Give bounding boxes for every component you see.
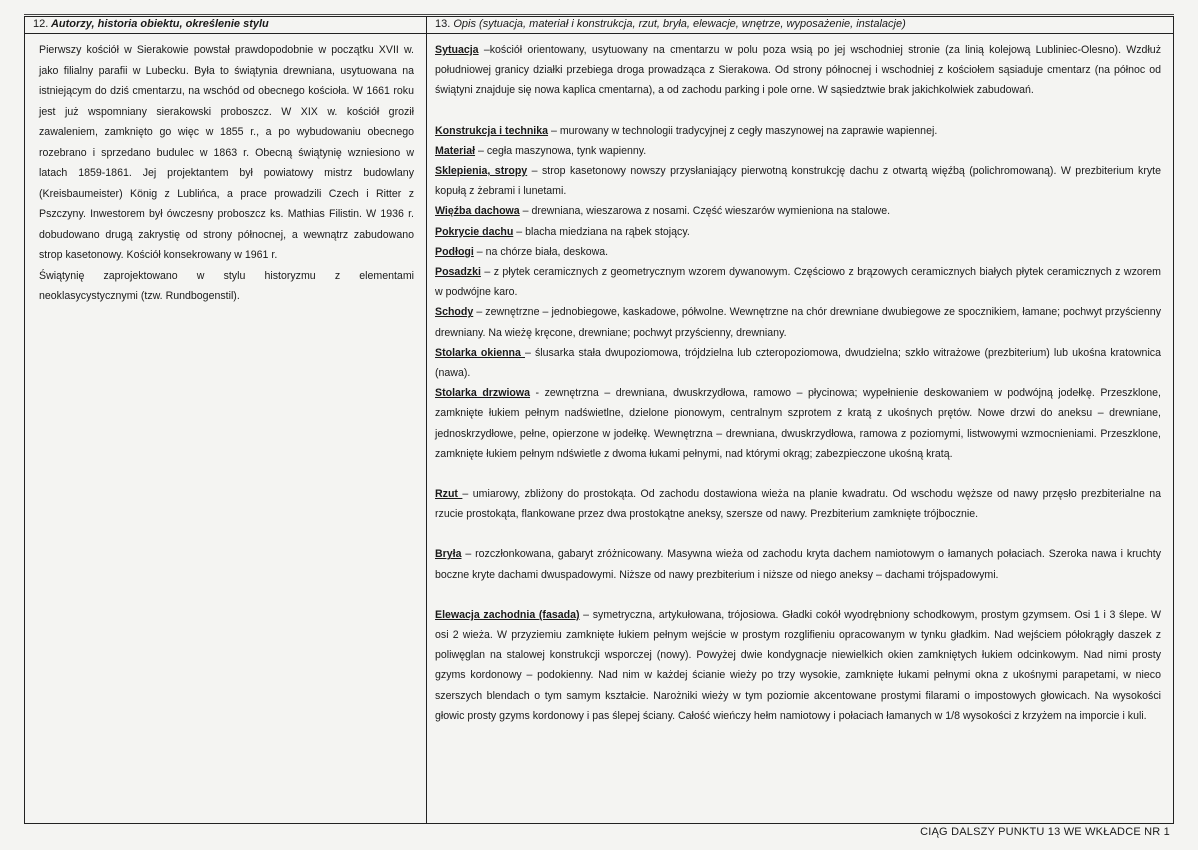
description-entry-label: Więźba dachowa [435, 205, 520, 218]
description-entry-text: – drewniana, wieszarowa z nosami. Część wieszarów wymieniona na stalowe. [519, 205, 891, 218]
history-text [25, 34, 426, 307]
description-entry-label: Schody [435, 306, 474, 319]
description-entry [435, 262, 1161, 302]
description-entry-text: –kościół orientowany, usytuowany na cmentarzu w polu poza wsią po jej wschodniej stronie (za linią kolejową Lubliniec-Olesno). Wzdłuż południowej granicy działki przebiega droga prowadząca z Sierakowa. Od strony północnej i wschodniej z kościołem sąsiaduje cmentarz (na północ od świątyni znajduje się nowa kaplica cmentarna), a od zachodu parking i pole orne. W sąsiedztwie brak jakichkolwiek zabudowań. [435, 44, 1161, 97]
description-entry [435, 484, 1161, 524]
description-entry-text: – murowany w technologii tradycyjnej z cegły maszynowej na zaprawie wapiennej. [548, 124, 938, 137]
description-entry-text: – rozczłonkowana, gabaryt zróżnicowany. Masywna wieża od zachodu kryta dachem namiotowym o łamanych połaciach. Szeroka nawa i kruchty boczne kryte dachami dwuspadowymi. Niższe od nawy prezbiterium i niższe od niego aneksy – dachami trójspadowymi. [435, 548, 1161, 581]
history-heading [25, 17, 426, 34]
description-entry-text: – na chórze biała, deskowa. [473, 245, 609, 258]
continuation-note: CIĄG DALSZY PUNKTU 13 WE WKŁADCE NR 1 [920, 826, 1170, 838]
description-column [427, 17, 1173, 823]
description-entry-label: Stolarka okienna [435, 346, 525, 359]
history-section-number: 12. [33, 18, 49, 30]
description-entry-label: Posadzki [435, 266, 481, 279]
top-rule [24, 14, 1174, 15]
description-entry [435, 605, 1161, 726]
description-entry-label: Konstrukcja i technika [435, 124, 549, 137]
description-entry-text: – umiarowy, zbliżony do prostokąta. Od zachodu dostawiona wieża na planie kwadratu. Od wschodu węższe od nawy przęsło prezbiterialne na rzucie prostokąta, flankowane przez dwa prostokątne aneksy, szersze od nawy. Prezbiterium zamknięte trójbocznie. [435, 488, 1161, 521]
description-entry-text: – blacha miedziana na rąbek stojący. [513, 225, 690, 238]
description-entry [435, 40, 1161, 101]
description-entry-text: – strop kasetonowy nowszy przysłaniający pierwotną konstrukcję dachu z otwartą więźbą (polichromowaną). W prezbiterium kryte kopułą z żebrami i lunetami. [435, 165, 1161, 198]
description-entry-label: Stolarka drzwiowa [435, 387, 531, 400]
description-entry [435, 544, 1161, 584]
description-heading [427, 17, 1173, 34]
description-entry [435, 222, 1161, 242]
description-entry [435, 141, 1161, 161]
description-entry [435, 201, 1161, 221]
history-section-title: Autorzy, historia obiektu, określenie stylu [50, 18, 269, 30]
description-entry-label: Elewacja zachodnia (fasada) [435, 608, 580, 621]
description-section-number: 13. [435, 18, 451, 30]
description-entry-label: Materiał [435, 144, 476, 157]
description-entry [435, 343, 1161, 383]
description-entry-label: Sklepienia, stropy [435, 165, 528, 178]
description-entry [435, 161, 1161, 201]
description-entry-label: Sytuacja [435, 44, 479, 56]
description-entry [435, 383, 1161, 464]
description-entry-label: Podłogi [435, 245, 474, 258]
history-paragraph-1: Pierwszy kościół w Sierakowie powstał prawdopodobnie w początku XVII w. jako filialny parafii w Lubecku. Była to świątynia drewniana, usytuowana na istniejącym do dziś cmentarzu, na wschód od obecnego kościoła. W 1661 roku jest już wspomniany sierakowski proboszcz. W XIX w. kościół groził zawaleniem, zamknięto go więc w 1855 r., a po wybudowaniu obecnego rozebrano i sprzedano budulec w 1863 r. Obecną świątynię wzniesiono w latach 1859-1861. Jej projektantem był powiatowy mistrz budowlany (Kreisbaumeister) König z Lublińca, a prace prowadzili Czech i Ritter z Pszczyny. Inwestorem był ówczesny proboszcz ks. Mathias Filistin. W 1936 r. dobudowano drugą zakrystię od strony północnej, a wewnątrz zabudowano strop kasetonowy. Kościół konsekrowany w 1961 r. [39, 44, 414, 261]
description-entry-text: – symetryczna, artykułowana, trójosiowa. Gładki cokół wyodrębniony schodkowym, prostym gzymsem. Osi 1 i 3 ślepe. W osi 2 wieża. W przyziemiu zamknięte łukiem pełnym wejście w prostym rozglifieniu opracowanym w tynku gładkim. Nad wejściem półokrągły daszek z poliwęglan na stalowej konstrukcji wsporczej (nowy). Powyżej dwie kondygnacje niewielkich okien zamkniętych łukiem odcinkowym. Nad nimi prosty gzyms kordonowy – podokienny. Nad nim w każdej ścianie wieży po trzy wysokie, zamknięte łukami pełnymi okna z ukośnymi parapetami, w nieco szerszych blendach o tym samym kształcie. Narożniki wieży w tym poziomie akcentowane prostymi filarami o impostowych głowicach. Na wysokości głowic prosty gzyms kordonowy i pas ślepej ściany. Całość wieńczy hełm namiotowy i połaciach łamanych w 1/8 wysokości z krzyżem na imporcie i kuli. [435, 608, 1161, 722]
description-entry-label: Bryła [435, 548, 462, 561]
description-text [427, 34, 1173, 726]
description-section-title: Opis (sytuacja, materiał i konstrukcja, rzut, bryła, elewacje, wnętrze, wyposażenie, instalacje) [453, 18, 906, 30]
description-entry-label: Pokrycie dachu [435, 225, 514, 238]
history-column [25, 17, 427, 823]
description-entry-text: – ślusarka stała dwupoziomowa, trójdzielna lub czteropoziomowa, dwudzielna; szkło witrażowe (prezbiterium) lub ukośna kratownica (nawa). [435, 346, 1161, 380]
form-sheet [24, 16, 1174, 824]
description-entry [435, 121, 1161, 141]
history-paragraph-2: Świątynię zaprojektowano w stylu historyzmu z elementami neoklasycystycznymi (tzw. Rundbogenstil). [39, 269, 414, 302]
description-entry-text: – cegła maszynowa, tynk wapienny. [475, 144, 647, 157]
description-entry [435, 242, 1161, 262]
description-entry [435, 302, 1161, 342]
description-entry-text: – z płytek ceramicznych z geometrycznym wzorem dywanowym. Częściowo z brązowych ceramicznych białych płytek ceramicznych z wzorem w podwójne karo. [435, 266, 1161, 299]
description-entry-label: Rzut [435, 488, 463, 501]
description-entry-text: – zewnętrzne – jednobiegowe, kaskadowe, półwolne. Wewnętrzne na chór drewniane dwubiegowe ze spocznikiem, łamane; pochwyt przyścienny drewniany. Na wieżę kręcone, drewniane; pochwyt przyścienny, drewniany. [435, 306, 1161, 339]
description-entry-text: - zewnętrzna – drewniana, dwuskrzydłowa, ramowo – płycinowa; wypełnienie deskowaniem w podwójną jodełkę. Przeszklone, zamknięte łukiem pełnym nadświetlne, dzielone pionowym, centralnym szprotem z kratą z ukośnych prętów. Nowe drzwi do aneksu – drewniane, jednoskrzydłowe, pełne, opierzone w jodełkę. Wewnętrzna – drewniana, dwuskrzydłowa, ramowa z poziomymi, listwowymi wzmocnieniami. Przeszklone, zamknięte łukiem pełnym ndświetle z dwoma łukami pełnymi, nad którymi okrąg; zabezpieczone ukośną kratą. [435, 387, 1161, 460]
